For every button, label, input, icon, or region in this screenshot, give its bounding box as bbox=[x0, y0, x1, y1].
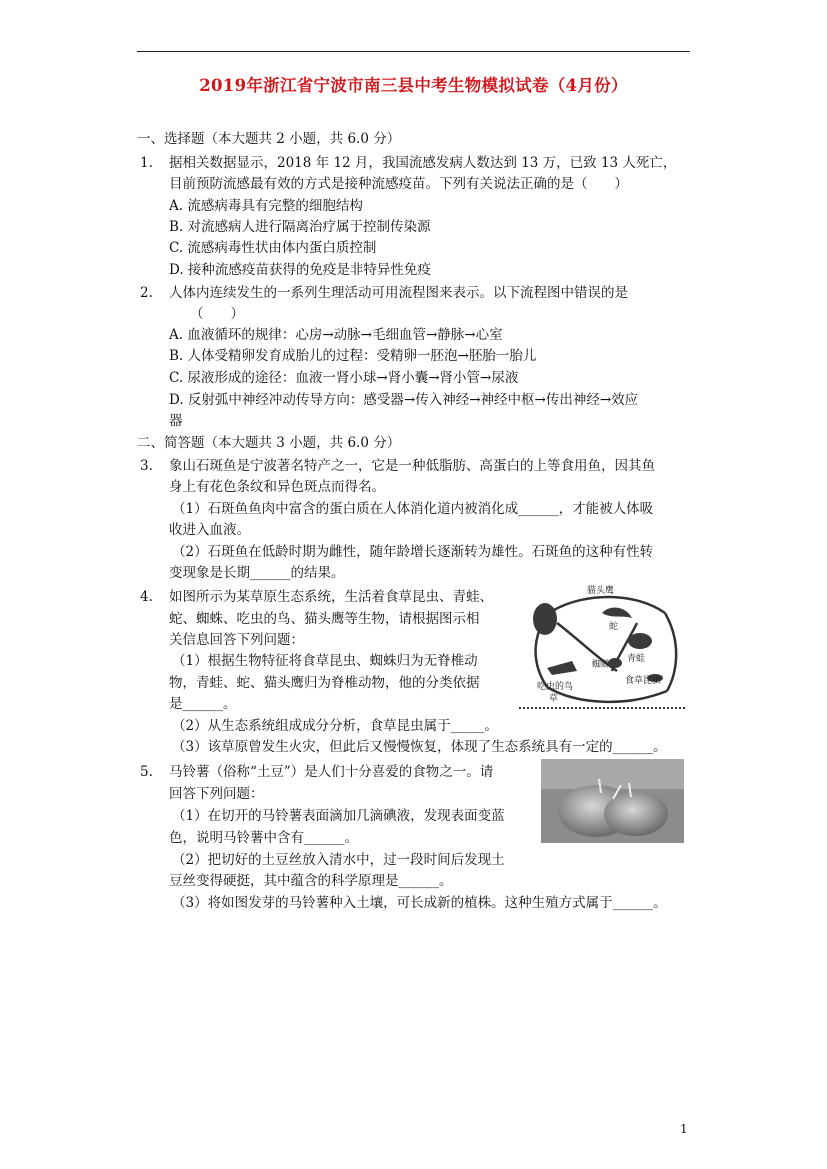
option-a: A. 流感病毒具有完整的细胞结构 bbox=[169, 198, 363, 214]
sub-question: 物，青蛙、蛇、猫头鹰归为脊椎动物，他的分类依据 bbox=[169, 675, 480, 691]
option-c: C. 尿液形成的途径：血液一肾小球→肾小囊→肾小管→尿液 bbox=[169, 370, 519, 386]
sub-question: （3）该草原曾发生火灾，但此后又慢慢恢复，体现了生态系统具有一定的______。 bbox=[172, 739, 667, 755]
question-number: 2. bbox=[140, 285, 153, 301]
question-text: （ ） bbox=[190, 306, 244, 322]
food-web-figure bbox=[517, 583, 687, 713]
section-heading-choice: 一、选择题（本大题共 2 小题，共 6.0 分） bbox=[137, 131, 401, 147]
question-text: 据相关数据显示，2018 年 12 月，我国流感发病人数达到 13 万，已致 13 人死亡， bbox=[169, 155, 677, 171]
option-d: D. 接种流感疫苗获得的免疫是非特异性免疫 bbox=[169, 262, 431, 278]
question-text: 马铃薯（俗称“土豆”）是人们十分喜爱的食物之一。请 bbox=[169, 764, 494, 780]
question-number: 3. bbox=[140, 458, 153, 474]
option-d-continued: 器 bbox=[169, 413, 183, 429]
sub-question: 色，说明马铃薯中含有______。 bbox=[169, 830, 358, 846]
option-b: B. 人体受精卵发育成胎儿的过程：受精卵一胚泡→胚胎一胎儿 bbox=[169, 348, 537, 364]
sub-question: 豆丝变得硬挺，其中蕴含的科学原理是______。 bbox=[169, 873, 453, 889]
page-title: 2019年浙江省宁波市南三县中考生物模拟试卷（4月份） bbox=[199, 76, 628, 95]
question-number: 4. bbox=[140, 589, 153, 605]
owl-icon bbox=[533, 603, 557, 635]
question-text: 目前预防流感最有效的方式是接种流感疫苗。下列有关说法正确的是（ ） bbox=[169, 176, 628, 192]
label-owl: 猫头鹰 bbox=[587, 586, 615, 596]
option-d: D. 反射弧中神经冲动传导方向：感受器→传入神经→神经中枢→传出神经→效应 bbox=[169, 392, 639, 408]
question-text: 人体内连续发生的一系列生理活动可用流程图来表示。以下流程图中错误的是 bbox=[169, 285, 628, 301]
sub-question: （1）根据生物特征将食草昆虫、蜘蛛归为无脊椎动 bbox=[172, 653, 478, 669]
section-heading-short-answer: 二、简答题（本大题共 3 小题，共 6.0 分） bbox=[137, 435, 401, 451]
question-text: 关信息回答下列问题： bbox=[169, 632, 304, 648]
label-spider: 蜘蛛 bbox=[592, 660, 611, 670]
sub-question: 是______。 bbox=[169, 696, 237, 712]
question-text: 蛇、蜘蛛、吃虫的鸟、猫头鹰等生物，请根据图示相 bbox=[169, 611, 480, 627]
header-rule bbox=[137, 51, 690, 52]
sub-question: 变现象是长期______的结果。 bbox=[169, 565, 345, 581]
sprouting-potato-photo bbox=[541, 759, 684, 843]
label-grass: 草 bbox=[549, 694, 559, 704]
sub-question: （2）把切好的土豆丝放入清水中，过一段时间后发现土 bbox=[172, 852, 505, 868]
question-text: 身上有花色条纹和异色斑点而得名。 bbox=[169, 479, 385, 495]
sub-question: （1）石斑鱼鱼肉中富含的蛋白质在人体消化道内被消化成______，才能被人体吸 bbox=[172, 501, 654, 517]
sub-question: （2）石斑鱼在低龄时期为雌性，随年龄增长逐渐转为雄性。石斑鱼的这种有性转 bbox=[172, 544, 654, 560]
sub-question: 收进入血液。 bbox=[169, 522, 250, 538]
question-text: 回答下列问题： bbox=[169, 786, 264, 802]
label-insect: 食草昆虫 bbox=[625, 676, 662, 686]
question-number: 1. bbox=[140, 155, 153, 171]
label-bird: 吃虫的鸟 bbox=[537, 682, 574, 692]
sub-question: （3）将如图发芽的马铃薯种入土壤，可长成新的植株。这种生殖方式属于______。 bbox=[172, 895, 667, 911]
question-text: 象山石斑鱼是宁波著名特产之一，它是一种低脂肪、高蛋白的上等食用鱼，因其鱼 bbox=[169, 458, 655, 474]
option-c: C. 流感病毒性状由体内蛋白质控制 bbox=[169, 240, 377, 256]
sub-question: （1）在切开的马铃薯表面滴加几滴碘液，发现表面变蓝 bbox=[172, 808, 505, 824]
option-a: A. 血液循环的规律：心房→动脉→毛细血管→静脉→心室 bbox=[169, 327, 503, 343]
label-frog: 青蛙 bbox=[627, 654, 646, 664]
question-text: 如图所示为某草原生态系统，生活着食草昆虫、青蛙、 bbox=[169, 589, 493, 605]
question-number: 5. bbox=[140, 764, 153, 780]
option-b: B. 对流感病人进行隔离治疗属于控制传染源 bbox=[169, 219, 431, 235]
page-number: 1 bbox=[680, 1122, 688, 1136]
label-snake: 蛇 bbox=[609, 622, 619, 632]
frog-icon bbox=[628, 633, 652, 649]
sub-question: （2）从生态系统组成成分分析，食草昆虫属于_____。 bbox=[172, 718, 498, 734]
spider-icon bbox=[608, 658, 622, 668]
